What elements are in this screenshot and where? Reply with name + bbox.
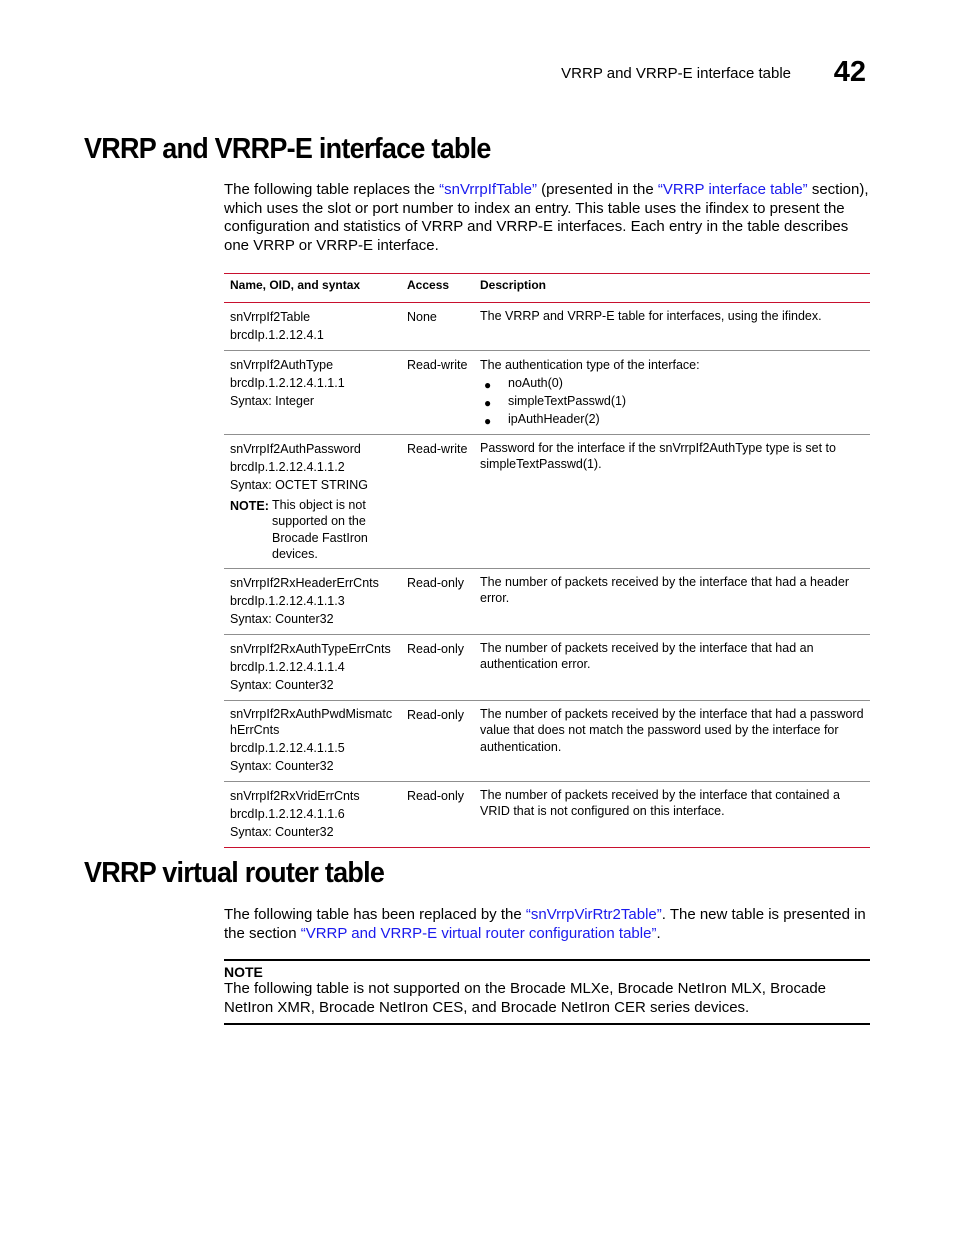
intro-text-3: section), which uses the slot or port number to index an entry. This table uses the ifindex to present the configuration and statistics of VRRP and VRRP-E interfaces. Each entry in the table describes one VRRP or VRRP-E interface. xyxy=(224,181,869,255)
cell-name-oid xyxy=(224,569,401,635)
section-intro-interface-table xyxy=(224,181,870,256)
cell-description xyxy=(474,351,870,435)
object-oid: brcdIp.1.2.12.4.1.1.2 xyxy=(230,460,345,474)
inline-note-label: NOTE: xyxy=(230,499,269,513)
bullet-icon: ● xyxy=(484,378,492,392)
object-oid: brcdIp.1.2.12.4.1.1.3 xyxy=(230,594,345,609)
intro-text-2: (presented in the xyxy=(536,181,658,198)
cell-name-oid xyxy=(224,781,401,847)
object-name: snVrrpIf2RxAuthPwdMismatchErrCnts xyxy=(230,707,393,738)
cell-access: None xyxy=(401,303,474,351)
object-oid: brcdIp.1.2.12.4.1.1.6 xyxy=(230,806,345,821)
table-row xyxy=(224,303,870,351)
bullet-icon: ● xyxy=(484,414,492,428)
object-syntax: Syntax: Counter32 xyxy=(230,612,334,627)
object-description: The number of packets received by the interface that contained a VRID that is not configured on this interface. xyxy=(480,787,840,818)
cell-access: Read-write xyxy=(401,435,474,569)
list-item: ● noAuth(0) xyxy=(484,376,563,392)
object-syntax: Syntax: Counter32 xyxy=(230,758,334,773)
note-label: NOTE xyxy=(224,964,263,980)
section-title-virtual-router-table: VRRP virtual router table xyxy=(84,857,385,889)
link-snvrrpiftable[interactable]: “snVrrpIfTable” xyxy=(439,181,537,198)
running-header-title: VRRP and VRRP-E interface table xyxy=(561,65,791,82)
object-syntax: Syntax: OCTET STRING xyxy=(230,478,368,492)
cell-description xyxy=(474,435,870,569)
object-name: snVrrpIf2AuthType xyxy=(230,358,334,372)
object-syntax: Syntax: Counter32 xyxy=(230,824,334,839)
object-name: snVrrpIf2Table xyxy=(230,310,311,324)
cell-description xyxy=(474,635,870,701)
cell-name-oid xyxy=(224,303,401,351)
list-item: ● ipAuthHeader(2) xyxy=(484,412,600,428)
section-title-interface-table: VRRP and VRRP-E interface table xyxy=(84,133,491,165)
link-vrrp-interface-table[interactable]: “VRRP interface table” xyxy=(657,181,808,198)
cell-name-oid xyxy=(224,635,401,701)
column-header-name: Name, OID, and syntax xyxy=(224,274,401,303)
note-text: The following table is not supported on the Brocade MLXe, Brocade NetIron MLX, Brocade NetIron XMR, Brocade NetIron CES, and Brocade NetIron CER series devices. xyxy=(224,980,827,1016)
intro-text-3: . xyxy=(656,924,661,942)
table-row xyxy=(224,435,870,569)
object-description: The number of packets received by the interface that had a password value that does not match the password used by the interface for authentication. xyxy=(480,707,864,754)
object-syntax: Syntax: Counter32 xyxy=(230,678,334,693)
object-name: snVrrpIf2AuthPassword xyxy=(230,442,361,456)
table-row xyxy=(224,781,870,847)
column-header-access: Access xyxy=(401,274,474,303)
enum-value-list xyxy=(480,374,864,428)
object-description: The number of packets received by the interface that had a header error. xyxy=(480,575,849,606)
cell-description xyxy=(474,569,870,635)
object-description: Password for the interface if the snVrrpIf2AuthType type is set to simpleTextPasswd(1). xyxy=(480,441,836,472)
section-intro-virtual-router-table xyxy=(224,906,870,943)
chapter-number: 42 xyxy=(833,56,866,88)
cell-name-oid xyxy=(224,435,401,569)
inline-note-text: This object is not supported on the Brocade FastIron devices. xyxy=(272,498,368,561)
intro-text-1: The following table replaces the xyxy=(224,181,440,198)
table-row xyxy=(224,701,870,782)
object-oid: brcdIp.1.2.12.4.1.1.4 xyxy=(230,660,345,675)
link-virtual-router-config-table[interactable]: “VRRP and VRRP-E virtual router configuration table” xyxy=(300,924,657,942)
note-box xyxy=(224,959,870,1025)
mib-object-table xyxy=(224,273,870,848)
object-syntax: Syntax: Integer xyxy=(230,394,315,408)
object-name: snVrrpIf2RxHeaderErrCnts xyxy=(230,576,379,591)
object-oid: brcdIp.1.2.12.4.1 xyxy=(230,328,324,342)
inline-note xyxy=(230,497,395,562)
intro-text-1: The following table has been replaced by the xyxy=(224,906,526,923)
object-name: snVrrpIf2RxVridErrCnts xyxy=(230,788,360,803)
object-description: The number of packets received by the interface that had an authentication error. xyxy=(480,641,814,672)
object-oid: brcdIp.1.2.12.4.1.1.1 xyxy=(230,376,345,390)
list-item: ● simpleTextPasswd(1) xyxy=(484,394,627,410)
table-header-row xyxy=(224,274,870,303)
table-row xyxy=(224,569,870,635)
object-oid: brcdIp.1.2.12.4.1.1.5 xyxy=(230,740,345,755)
bullet-icon: ● xyxy=(484,396,492,410)
cell-access: Read-only xyxy=(401,781,474,847)
column-header-description: Description xyxy=(474,274,870,303)
running-header xyxy=(266,56,866,96)
cell-description xyxy=(474,781,870,847)
cell-access: Read-write xyxy=(401,351,474,435)
link-snvrrpvirrtr2table[interactable]: “snVrrpVirRtr2Table” xyxy=(525,906,662,923)
cell-description xyxy=(474,303,870,351)
intro-text-2: . The new table is presented in the section xyxy=(224,906,866,942)
table-row xyxy=(224,635,870,701)
table-row xyxy=(224,351,870,435)
cell-access: Read-only xyxy=(401,569,474,635)
cell-name-oid xyxy=(224,701,401,782)
cell-access: Read-only xyxy=(401,701,474,782)
object-name: snVrrpIf2RxAuthTypeErrCnts xyxy=(230,642,391,657)
cell-access: Read-only xyxy=(401,635,474,701)
cell-description xyxy=(474,701,870,782)
cell-name-oid xyxy=(224,351,401,435)
object-description: The authentication type of the interface: xyxy=(480,358,700,372)
object-description: The VRRP and VRRP-E table for interfaces, using the ifindex. xyxy=(480,309,822,323)
